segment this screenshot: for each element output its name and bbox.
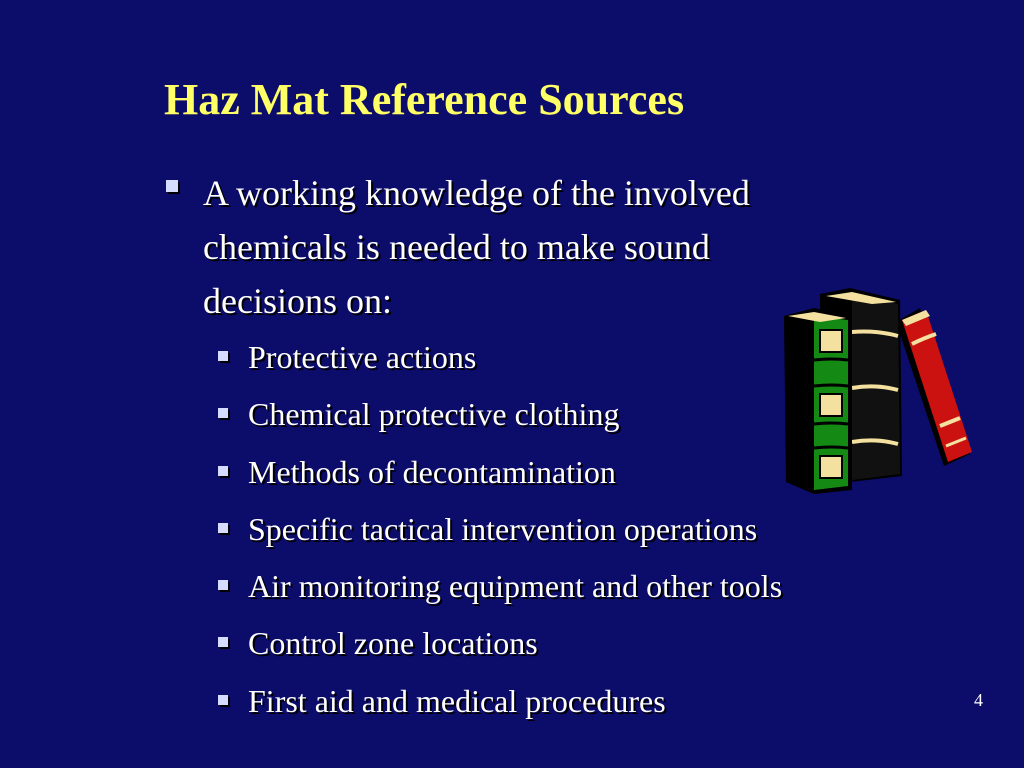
sub-bullet-text: Chemical protective clothing xyxy=(248,396,620,433)
sub-bullet-text: Control zone locations xyxy=(248,625,538,662)
sub-bullet-text: Protective actions xyxy=(248,339,477,375)
sub-bullet-text: First aid and medical procedures xyxy=(248,682,666,719)
bullet-marker xyxy=(218,351,228,361)
books-icon xyxy=(780,286,980,498)
main-bullet xyxy=(166,166,886,328)
main-bullet-line: A working knowledge of the involved xyxy=(203,173,750,213)
sub-bullet-text: Methods of decontamination xyxy=(248,453,616,490)
main-bullet-line: decisions on: xyxy=(203,281,392,321)
red-book xyxy=(896,308,972,466)
bullet-marker xyxy=(166,180,178,192)
green-book xyxy=(784,308,852,494)
bullet-marker xyxy=(218,695,228,705)
bullet-marker xyxy=(218,580,228,590)
slide-title: Haz Mat Reference Sources xyxy=(164,75,685,124)
bullet-marker xyxy=(218,637,228,647)
bullet-marker xyxy=(218,523,228,533)
page-number: 4 xyxy=(974,690,983,710)
sub-bullet-text: Specific tactical intervention operations xyxy=(248,510,758,547)
bullet-marker xyxy=(218,466,228,476)
main-bullet-line: chemicals is needed to make sound xyxy=(203,227,710,267)
sub-bullet-text: Air monitoring equipment and other tools xyxy=(248,568,783,605)
bullet-marker xyxy=(218,408,228,418)
